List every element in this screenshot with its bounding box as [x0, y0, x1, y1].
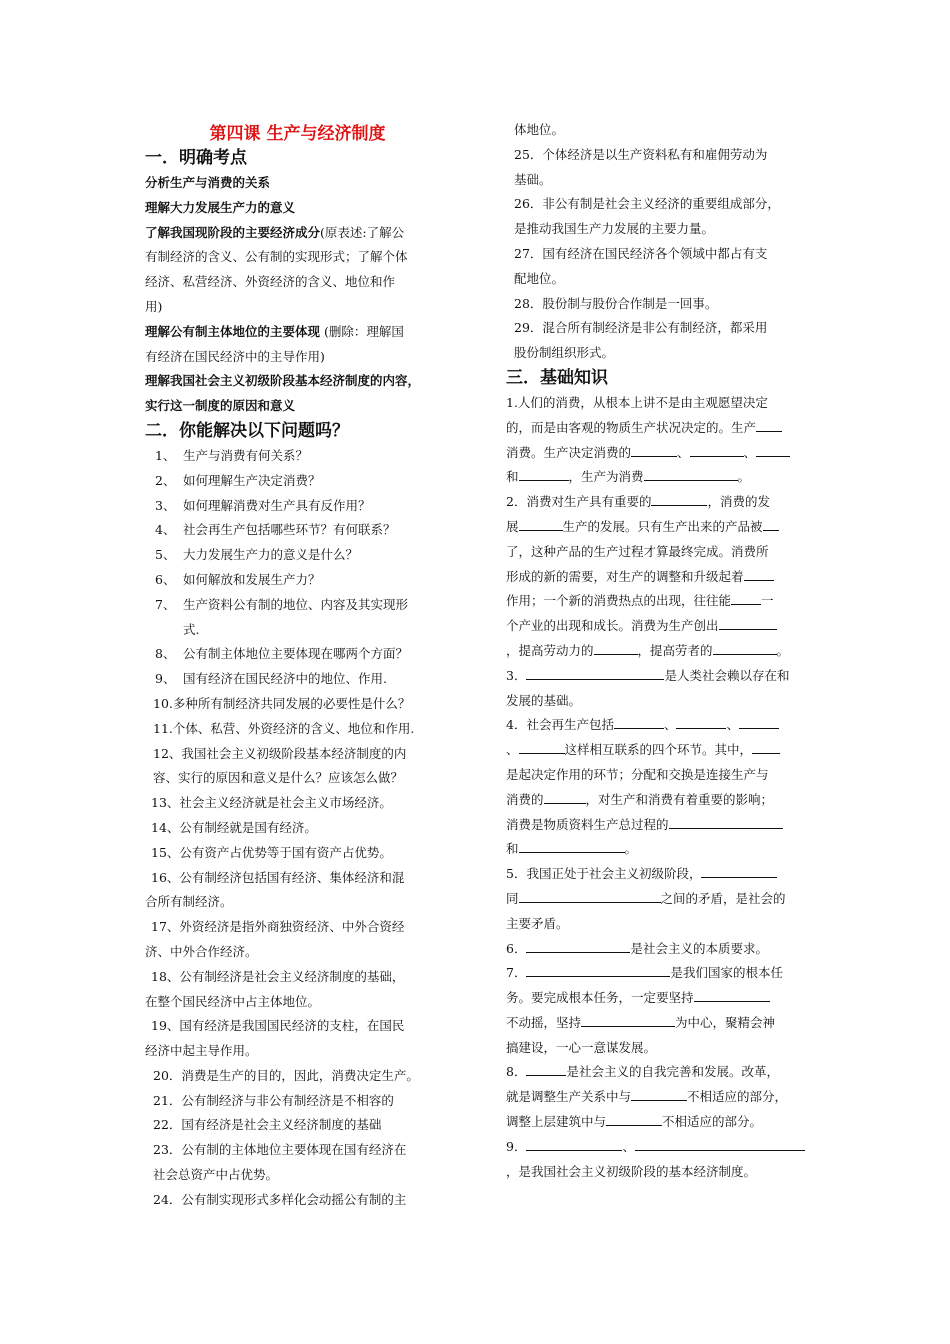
question-continuation: 合所有制经济。 — [145, 894, 233, 910]
text-line — [506, 713, 816, 738]
answer-blank[interactable] — [690, 442, 744, 457]
answer-blank[interactable] — [756, 417, 782, 432]
question-item: 13、社会主义经济就是社会主义市场经济。 — [151, 795, 392, 811]
question-text: 生产与消费有何关系？ — [183, 447, 309, 463]
exam-point-bold: 了解我国现阶段的主要经济成分 — [145, 224, 321, 240]
exam-point-bold: 理解大力发展生产力的意义 — [145, 199, 296, 215]
answer-blank[interactable] — [631, 442, 677, 457]
question-item: 11.个体、私营、外资经济的含义、地位和作用. — [153, 720, 415, 736]
answer-blank[interactable] — [744, 566, 774, 581]
answer-blank[interactable] — [526, 1061, 566, 1076]
fill-blank-section — [506, 391, 816, 1185]
question-item: 12、我国社会主义初级阶段基本经济制度的内 — [153, 745, 407, 761]
exam-point-line: 有经济在国民经济中的主导作用) — [145, 348, 325, 364]
question-text: 如何解放和发展生产力？ — [183, 571, 321, 587]
question-item — [145, 444, 450, 469]
question-item — [145, 568, 450, 593]
text-span: 形成的新的需要，对生产的调整和升级起着 — [506, 568, 744, 584]
text-line — [506, 465, 816, 490]
question-continuation: 经济中起主导作用。 — [145, 1043, 258, 1059]
text-span: 和 — [506, 469, 519, 485]
text-span: 8． — [506, 1064, 527, 1080]
text-span: 不动摇，坚持 — [506, 1014, 582, 1030]
text-span: 不相适应的部分， — [687, 1089, 788, 1105]
question-item: 22．国有经济是社会主义经济制度的基础 — [153, 1117, 382, 1133]
question-item — [145, 543, 450, 568]
question-continuation: 容、实行的原因和意义是什么？应该怎么做？ — [153, 770, 404, 786]
question-continuation: 济、中外合作经济。 — [145, 943, 258, 959]
exam-point-bold: 分析生产与消费的关系 — [145, 175, 271, 190]
section1-heading: 一．明确考点 — [145, 148, 247, 168]
text-line — [506, 1011, 816, 1036]
text-line — [506, 1110, 816, 1135]
answer-blank[interactable] — [676, 714, 726, 729]
answer-blank[interactable] — [606, 1111, 662, 1126]
answer-blank[interactable] — [631, 1086, 687, 1101]
question-item: 21．公有制经济与非公有制经济是不相容的 — [153, 1092, 394, 1108]
question-item: 16、公有制经济包括国有经济、集体经济和混 — [151, 869, 405, 885]
question-item — [145, 593, 450, 618]
question-item: 17、外资经济是指外商独资经济、中外合资经 — [151, 919, 405, 935]
answer-blank[interactable] — [752, 739, 780, 754]
question-item: 27．国有经济在国民经济各个领域中都占有支 — [514, 245, 768, 261]
text-span: 。 — [624, 841, 638, 857]
answer-blank[interactable] — [713, 640, 777, 655]
text-span: ，生产为消费 — [568, 469, 644, 485]
text-line — [506, 788, 816, 813]
text-span: 9． — [506, 1138, 527, 1154]
text-span: 是社会主义的自我完善和发展。改革， — [566, 1064, 779, 1080]
text-line — [506, 813, 816, 838]
question-item — [145, 667, 450, 692]
text-line — [506, 887, 816, 912]
text-line: ，是我国社会主义初级阶段的基本经济制度。 — [506, 1163, 757, 1179]
question-continuation: 体地位。 — [514, 122, 565, 137]
text-line — [506, 837, 816, 862]
text-span: 6． — [506, 940, 527, 956]
text-span: 务。要完成根本任务，一定要坚持 — [506, 990, 694, 1006]
exam-point-line: 用) — [145, 298, 163, 314]
question-item: 18、公有制经济是社会主义经济制度的基础， — [151, 968, 405, 984]
text-line — [506, 937, 816, 962]
answer-blank[interactable] — [719, 615, 777, 630]
text-line: 搞建设，一心一意谋发展。 — [506, 1039, 657, 1055]
text-span: 5．我国正处于社会主义初级阶段， — [506, 866, 702, 882]
answer-blank[interactable] — [614, 714, 664, 729]
question-number: 4、 — [155, 522, 176, 538]
question-continuation: 配地位。 — [514, 270, 565, 286]
text-line — [506, 986, 816, 1011]
answer-blank[interactable] — [756, 442, 790, 457]
exam-point-line — [145, 171, 450, 196]
text-line — [506, 565, 816, 590]
exam-points — [145, 171, 450, 419]
text-line — [506, 441, 816, 466]
text-span: 、 — [726, 717, 739, 733]
text-line: 1.人们的消费，从根本上讲不是由主观愿望决定 — [506, 394, 768, 410]
text-line — [506, 1085, 816, 1110]
question-item — [145, 469, 450, 494]
answer-blank[interactable] — [519, 516, 563, 531]
text-span: 。 — [776, 642, 790, 658]
question-text: 国有经济在国民经济中的地位、作用. — [183, 671, 387, 687]
text-line — [506, 738, 816, 763]
text-span: 消费是物质资料生产总过程的 — [506, 816, 669, 832]
left-column — [145, 118, 450, 1213]
question-list — [145, 444, 450, 1213]
text-span: 调整上层建筑中与 — [506, 1114, 607, 1130]
section3-heading: 三．基础知识 — [506, 367, 608, 388]
exam-point-line: 有制经济的含义、公有制的实现形式；了解个体 — [145, 249, 408, 265]
text-span: 消费的 — [506, 791, 544, 807]
text-span: 这样相互联系的四个环节。其中， — [564, 742, 753, 758]
question-item: 28．股份制与股份合作制是一回事。 — [514, 295, 718, 311]
answer-blank[interactable] — [519, 739, 565, 754]
question-item: 23．公有制的主体地位主要体现在国有经济在 — [153, 1142, 407, 1158]
right-column — [506, 118, 816, 1184]
question-item: 25．个体经济是以生产资料私有和雇佣劳动为 — [514, 146, 768, 162]
text-line — [506, 639, 816, 664]
answer-blank[interactable] — [731, 590, 761, 605]
exam-point-line: 实行这一制度的原因和意义 — [145, 398, 296, 414]
question-text: 如何理解生产决定消费？ — [183, 472, 321, 488]
answer-blank[interactable] — [526, 938, 630, 953]
question-number: 1、 — [155, 447, 176, 463]
text-span: 、 — [677, 444, 690, 460]
text-span: 3． — [506, 667, 527, 683]
text-span: 是社会主义的本质要求。 — [630, 940, 768, 956]
text-span: ，对生产和消费有着重要的影响； — [585, 791, 774, 807]
question-item: 19、国有经济是我国国民经济的支柱，在国民 — [151, 1018, 405, 1034]
text-span: 是人类社会赖以存在和 — [664, 667, 790, 683]
text-line: 发展的基础。 — [506, 692, 582, 708]
question-item: 14、公有制经就是国有经济。 — [151, 819, 317, 835]
text-span: 就是调整生产关系中与 — [506, 1089, 632, 1105]
text-line — [506, 1135, 816, 1160]
question-continuation: 基础。 — [514, 171, 552, 187]
answer-blank[interactable] — [669, 814, 783, 829]
answer-blank[interactable] — [519, 838, 625, 853]
text-line — [506, 1060, 816, 1085]
question-continuation: 社会总资产中占优势。 — [153, 1167, 279, 1183]
question-item — [145, 518, 450, 543]
text-line: 是起决定作用的环节；分配和交换是连接生产与 — [506, 766, 769, 782]
question-text: 如何理解消费对生产具有反作用？ — [183, 497, 371, 513]
exam-point-line: 经济、私营经济、外资经济的含义、地位和作 — [145, 274, 396, 290]
question-number: 7、 — [155, 596, 176, 612]
text-line — [506, 614, 816, 639]
text-span: 、 — [663, 717, 677, 733]
text-span: ，消费的发 — [707, 494, 770, 510]
question-text: 大力发展生产力的意义是什么？ — [183, 547, 359, 563]
text-line — [506, 515, 816, 540]
question-item: 26．非公有制是社会主义经济的重要组成部分， — [514, 196, 780, 212]
question-number: 2、 — [155, 472, 176, 488]
answer-blank[interactable] — [644, 466, 738, 481]
answer-blank[interactable] — [526, 665, 664, 680]
question-item: 20．消费是生产的目的，因此，消费决定生产。 — [153, 1067, 419, 1083]
answer-blank[interactable] — [526, 1136, 622, 1151]
question-continuation: 式. — [183, 621, 200, 637]
answer-blank[interactable] — [519, 888, 661, 903]
question-number: 5、 — [155, 547, 176, 563]
text-span: 7． — [506, 965, 527, 981]
answer-blank[interactable] — [526, 962, 670, 977]
question-continuation: 股份制组织形式。 — [514, 345, 615, 361]
text-span: 生产的发展。只有生产出来的产品被 — [562, 518, 763, 534]
text-span: 一 — [761, 593, 774, 609]
text-span: 同 — [506, 890, 519, 906]
question-item: 15、公有资产占优势等于国有资产占优势。 — [151, 844, 392, 860]
text-line — [506, 589, 816, 614]
question-number: 8、 — [155, 646, 176, 662]
text-span: 、 — [622, 1138, 635, 1154]
exam-point-note: (原表述:了解公 — [320, 224, 405, 240]
section2-heading: 二．你能解决以下问题吗？ — [145, 420, 349, 441]
answer-blank[interactable] — [594, 640, 638, 655]
question-item: 10.多种所有制经济共同发展的必要性是什么？ — [153, 695, 411, 711]
text-span: 、 — [743, 444, 757, 460]
exam-point-line — [145, 221, 450, 246]
text-span: 之间的矛盾，是社会的 — [660, 890, 786, 906]
question-text: 社会再生产包括哪些环节？有何联系？ — [183, 522, 396, 538]
text-span: 为中心，聚精会神 — [675, 1014, 776, 1030]
text-line — [506, 862, 816, 887]
exam-point-line: 理解我国社会主义初级阶段基本经济制度的内容， — [145, 373, 421, 389]
question-number: 9、 — [155, 671, 176, 687]
text-span: 、 — [506, 742, 519, 758]
text-span: 作用；一个新的消费热点的出现，往往能 — [506, 593, 732, 609]
text-span: 消费。生产决定消费的 — [506, 444, 632, 460]
text-line — [506, 490, 816, 515]
answer-blank[interactable] — [651, 491, 707, 506]
question-number: 6、 — [155, 571, 176, 587]
answer-blank[interactable] — [763, 516, 779, 531]
answer-blank[interactable] — [701, 863, 777, 878]
text-line: 了，这种产品的生产过程才算最终完成。消费所 — [506, 543, 769, 559]
exam-point-note: (删除：理解国 — [320, 323, 404, 339]
text-line — [506, 664, 816, 689]
answer-blank[interactable] — [694, 987, 770, 1002]
answer-blank[interactable] — [739, 714, 779, 729]
answer-blank[interactable] — [581, 1012, 675, 1027]
text-line: 主要矛盾。 — [506, 915, 569, 931]
text-span: 。 — [737, 469, 751, 485]
text-span: 展 — [506, 518, 519, 534]
text-line — [506, 416, 816, 441]
question-item: 24．公有制实现形式多样化会动摇公有制的主 — [153, 1191, 407, 1207]
answer-blank[interactable] — [519, 466, 569, 481]
text-span: 和 — [506, 841, 519, 857]
text-span: 的，而是由客观的物质生产状况决定的。生产 — [506, 419, 757, 435]
text-span: 不相适应的部分。 — [662, 1114, 763, 1130]
question-continuation: 是推动我国生产力发展的主要力量。 — [514, 221, 715, 237]
answer-blank[interactable] — [635, 1136, 805, 1151]
question-continuation: 在整个国民经济中占主体地位。 — [145, 993, 321, 1009]
text-span: 4．社会再生产包括 — [506, 717, 614, 733]
answer-blank[interactable] — [544, 789, 586, 804]
text-span: ，提高劳动力的 — [506, 642, 594, 658]
exam-point-line — [145, 320, 450, 345]
text-span: 个产业的出现和成长。消费为生产创出 — [506, 618, 719, 634]
text-span: 是我们国家的根本任 — [670, 965, 783, 981]
question-text: 生产资料公有制的地位、内容及其实现形 — [183, 596, 409, 612]
question-text: 公有制主体地位主要体现在哪两个方面？ — [183, 646, 409, 662]
exam-point-line — [145, 196, 450, 221]
question-number: 3、 — [155, 497, 176, 513]
text-span: 2．消费对生产具有重要的 — [506, 494, 652, 510]
question-item — [145, 642, 450, 667]
question-item — [145, 494, 450, 519]
text-line — [506, 961, 816, 986]
text-span: ，提高劳者的 — [637, 642, 713, 658]
exam-point-bold: 理解公有制主体地位的主要体现 — [145, 323, 321, 339]
page-title: 第四课 生产与经济制度 — [209, 124, 386, 144]
question-item: 29．混合所有制经济是非公有制经济，都采用 — [514, 320, 768, 336]
